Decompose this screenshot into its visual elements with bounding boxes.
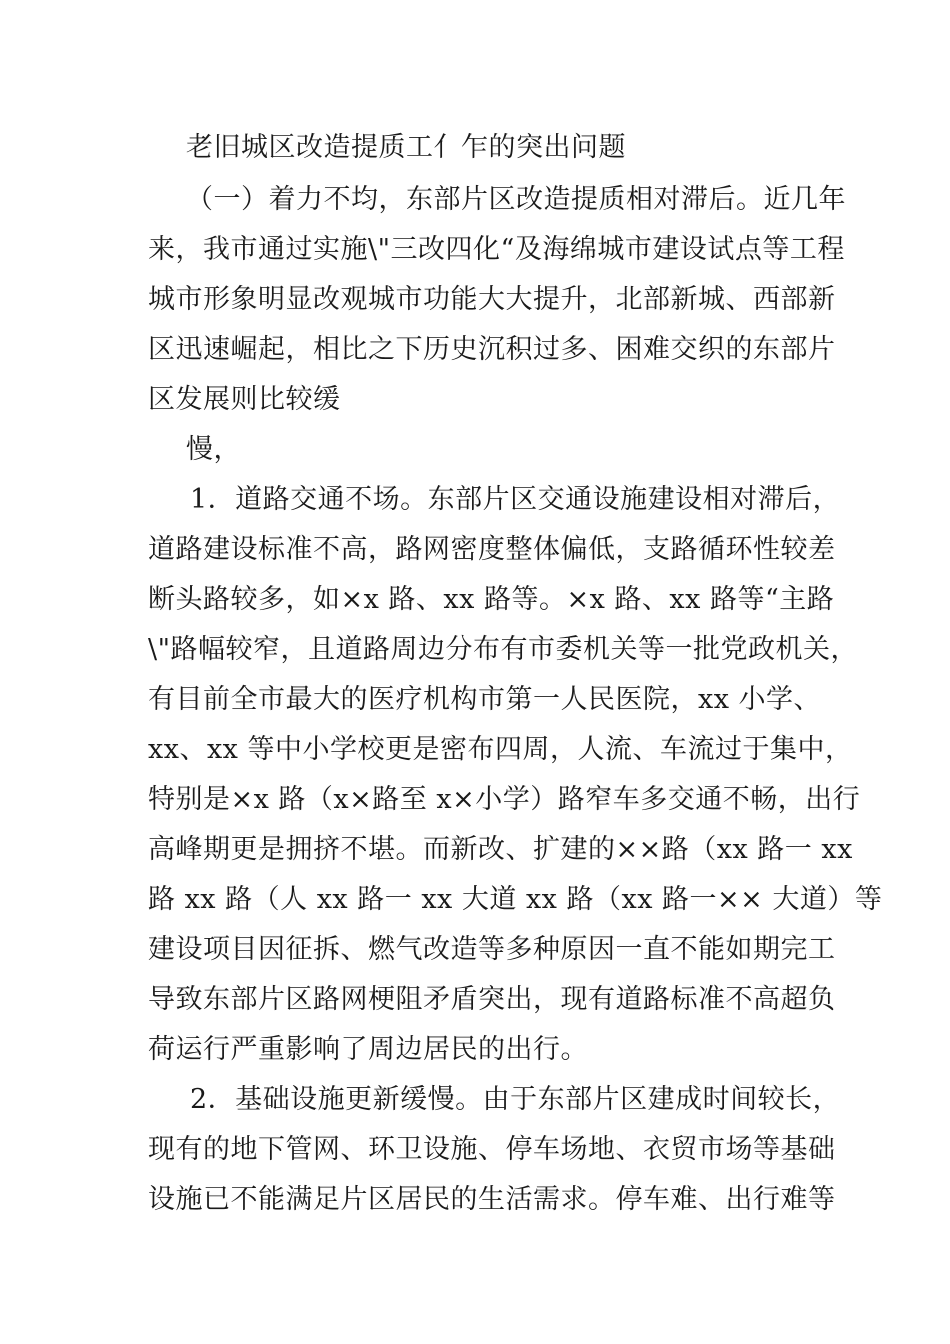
item1-line-8: 高峰期更是拥挤不堪。而新改、扩建的××路（xx 路一 xx	[148, 834, 853, 865]
section1-line-4: 区迅速崛起，相比之下历史沉积过多、困难交织的东部片	[148, 334, 836, 365]
item2-line-2: 现有的地下管网、环卫设施、停车场地、衣贸市场等基础	[148, 1134, 836, 1165]
section1-line-2: 来，我市通过实施\"三改四化“及海绵城市建设试点等工程	[148, 234, 845, 265]
section1-line-5: 区发展则比较缓	[148, 384, 341, 415]
item1-line-10: 建设项目因征拆、燃气改造等多种原因一直不能如期完工	[148, 934, 836, 965]
item1-line-5: 有目前全市最大的医疗机构市第一人民医院，xx 小学、	[148, 684, 822, 715]
section1-line-3: 城市形象明显改观城市功能大大提升，北部新城、西部新	[148, 284, 836, 315]
item2-line-1: 2．基础设施更新缓慢。由于东部片区建成时间较长，	[190, 1084, 841, 1115]
item1-line-1: 1．道路交通不场。东部片区交通设施建设相对滞后，	[190, 484, 841, 515]
item1-line-2: 道路建设标准不高，路网密度整体偏低，支路循环性较差	[148, 534, 836, 565]
section1-line-6: 慢，	[186, 434, 241, 465]
item1-line-3: 断头路较多，如×x 路、xx 路等。×x 路、xx 路等“主路	[148, 584, 835, 615]
item1-line-7: 特别是×x 路（x×路至 x×小学）路窄车多交通不畅，出行	[148, 784, 861, 815]
item1-line-11: 导致东部片区路网梗阻矛盾突出，现有道路标准不高超负	[148, 984, 836, 1015]
item1-line-12: 荷运行严重影响了周边居民的出行。	[148, 1034, 588, 1065]
document-title: 老旧城区改造提质工亻乍的突出问题	[186, 132, 626, 163]
section1-line-1: （一）着力不均，东部片区改造提质相对滞后。近几年	[186, 184, 846, 215]
item1-line-9: 路 xx 路（人 xx 路一 xx 大道 xx 路（xx 路一×× 大道）等	[148, 884, 883, 915]
item1-line-4: \"路幅较窄，且道路周边分布有市委机关等一批党政机关，	[148, 634, 859, 665]
item1-line-6: xx、xx 等中小学校更是密布四周，人流、车流过于集中，	[148, 734, 853, 765]
item2-line-3: 设施已不能满足片区居民的生活需求。停车难、出行难等	[148, 1184, 836, 1215]
